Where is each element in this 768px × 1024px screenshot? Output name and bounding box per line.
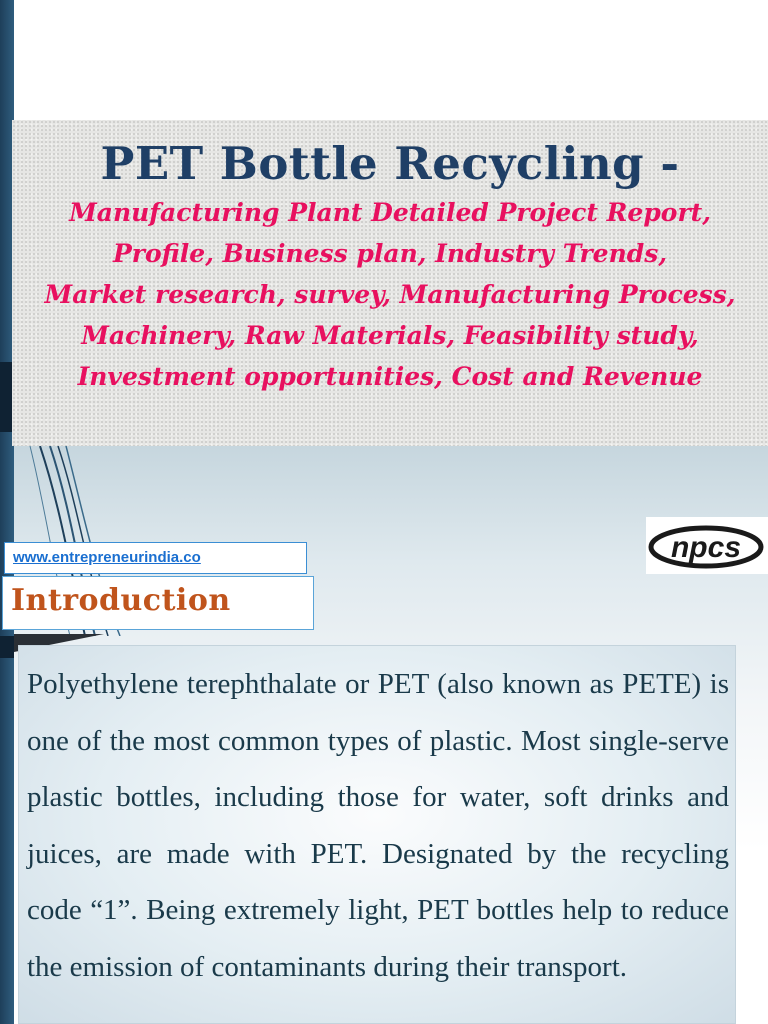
top-blank-area <box>14 0 768 120</box>
npcs-logo-icon <box>646 517 768 574</box>
website-link-box <box>4 542 307 574</box>
subtitle-line: Market research, survey, Manufacturing Process, <box>44 280 736 309</box>
left-bar-notch <box>0 636 14 658</box>
body-paragraph: Polyethylene terephthalate or PET (also known as PETE) is one of the most common types of plastic. Most single-serve plastic bottles, including those for water, soft drinks and juices, are made with PET. Designated by the recycling code “1”. Being extremely light, PET bottles help to reduce the emission of contaminants during their transport. <box>27 668 729 983</box>
logo-text: npcs <box>670 531 742 564</box>
subtitle <box>12 192 768 397</box>
title-band <box>12 120 768 446</box>
npcs-logo <box>646 517 768 574</box>
section-heading: Introduction <box>11 583 231 618</box>
subtitle-line: Manufacturing Plant Detailed Project Report, <box>69 198 711 227</box>
section-heading-box <box>2 576 314 630</box>
page-title: PET Bottle Recycling - <box>100 137 680 190</box>
body-panel <box>18 645 736 1024</box>
subtitle-line: Machinery, Raw Materials, Feasibility study, <box>81 321 699 350</box>
website-link[interactable]: www.entrepreneurindia.co <box>13 549 201 566</box>
subtitle-line: Investment opportunities, Cost and Revenue <box>77 362 703 391</box>
subtitle-line: Profile, Business plan, Industry Trends, <box>112 239 668 268</box>
